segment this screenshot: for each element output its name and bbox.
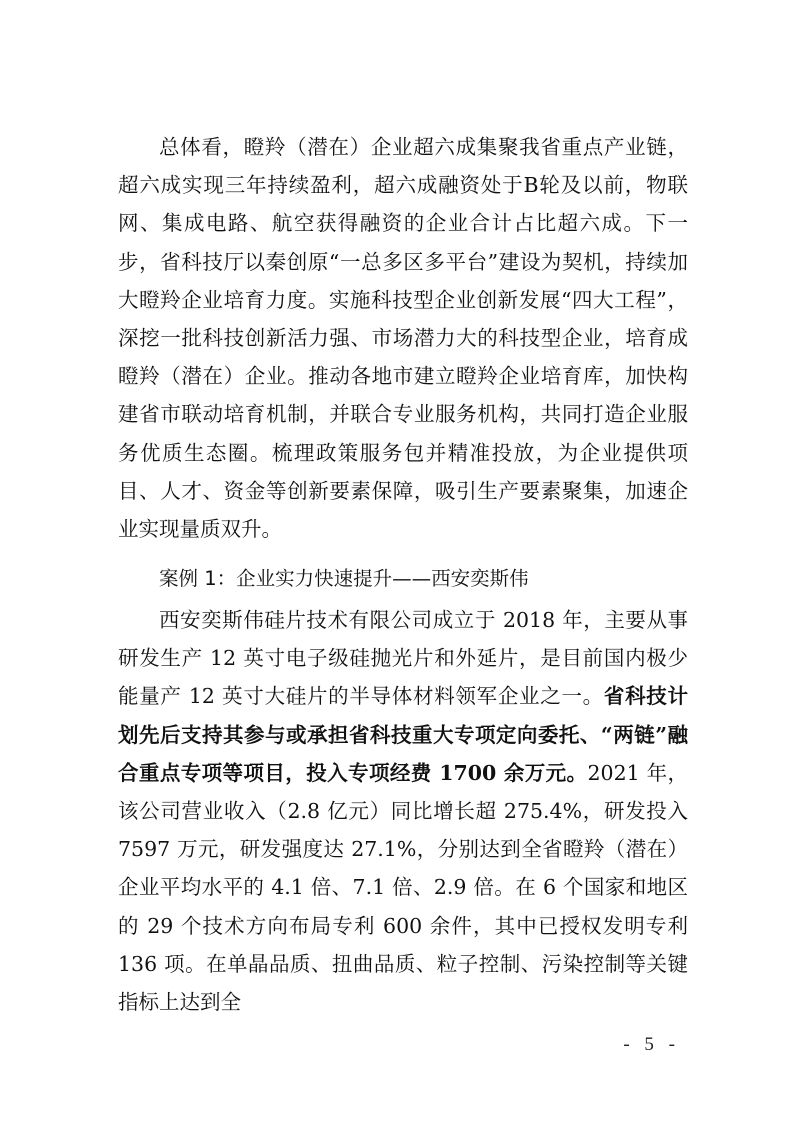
case-text-intro: 西安奕斯伟硅片技术有限公司成立于 2018 年，主要从事研发生产 12 英寸电子级硅抛光片和外延片，是目前国内极少能量产 12 英寸大硅片的半导体材料领军企业之一。 xyxy=(118,608,688,709)
case-heading: 案例 1：企业实力快速提升——西安奕斯伟 xyxy=(159,567,529,590)
case-text-bold: 省科技计划先后支持其参与或承担省科技重大专项定向委托、“两链”融合重点专项等项目，投入专项经费 1700 余万元。 xyxy=(118,684,688,785)
page-number: - 5 - xyxy=(623,1034,680,1055)
case-text-details: 2021 年，该公司营业收入（2.8 亿元）同比增长超 275.4%，研发投入 7597 万元，研发强度达 27.1%，分别达到全省瞪羚（潜在）企业平均水平的 4.1 倍、7.1 倍、2.9 倍。在 6 个国家和地区的 29 个技术方向布局专利 600 余件，其中已授权发明专利 136 项。在单晶品质、扭曲品质、粒子控制、污染控制等关键指标上达到全 xyxy=(118,760,688,1015)
case-paragraph xyxy=(118,601,688,1021)
body-paragraph: 总体看，瞪羚（潜在）企业超六成集聚我省重点产业链，超六成实现三年持续盈利，超六成融资处于B轮及以前，物联网、集成电路、航空获得融资的企业合计占比超六成。下一步，省科技厅以秦创原“一总多区多平台”建设为契机，持续加大瞪羚企业培育力度。实施科技型企业创新发展“四大工程”，深挖一批科技创新活力强、市场潜力大的科技型企业，培育成瞪羚（潜在）企业。推动各地市建立瞪羚企业培育库，加快构建省市联动培育机制，并联合专业服务机构，共同打造企业服务优质生态圈。梳理政策服务包并精准投放，为企业提供项目、人才、资金等创新要素保障，吸引生产要素聚集，加速企业实现量质双升。 xyxy=(118,135,688,542)
